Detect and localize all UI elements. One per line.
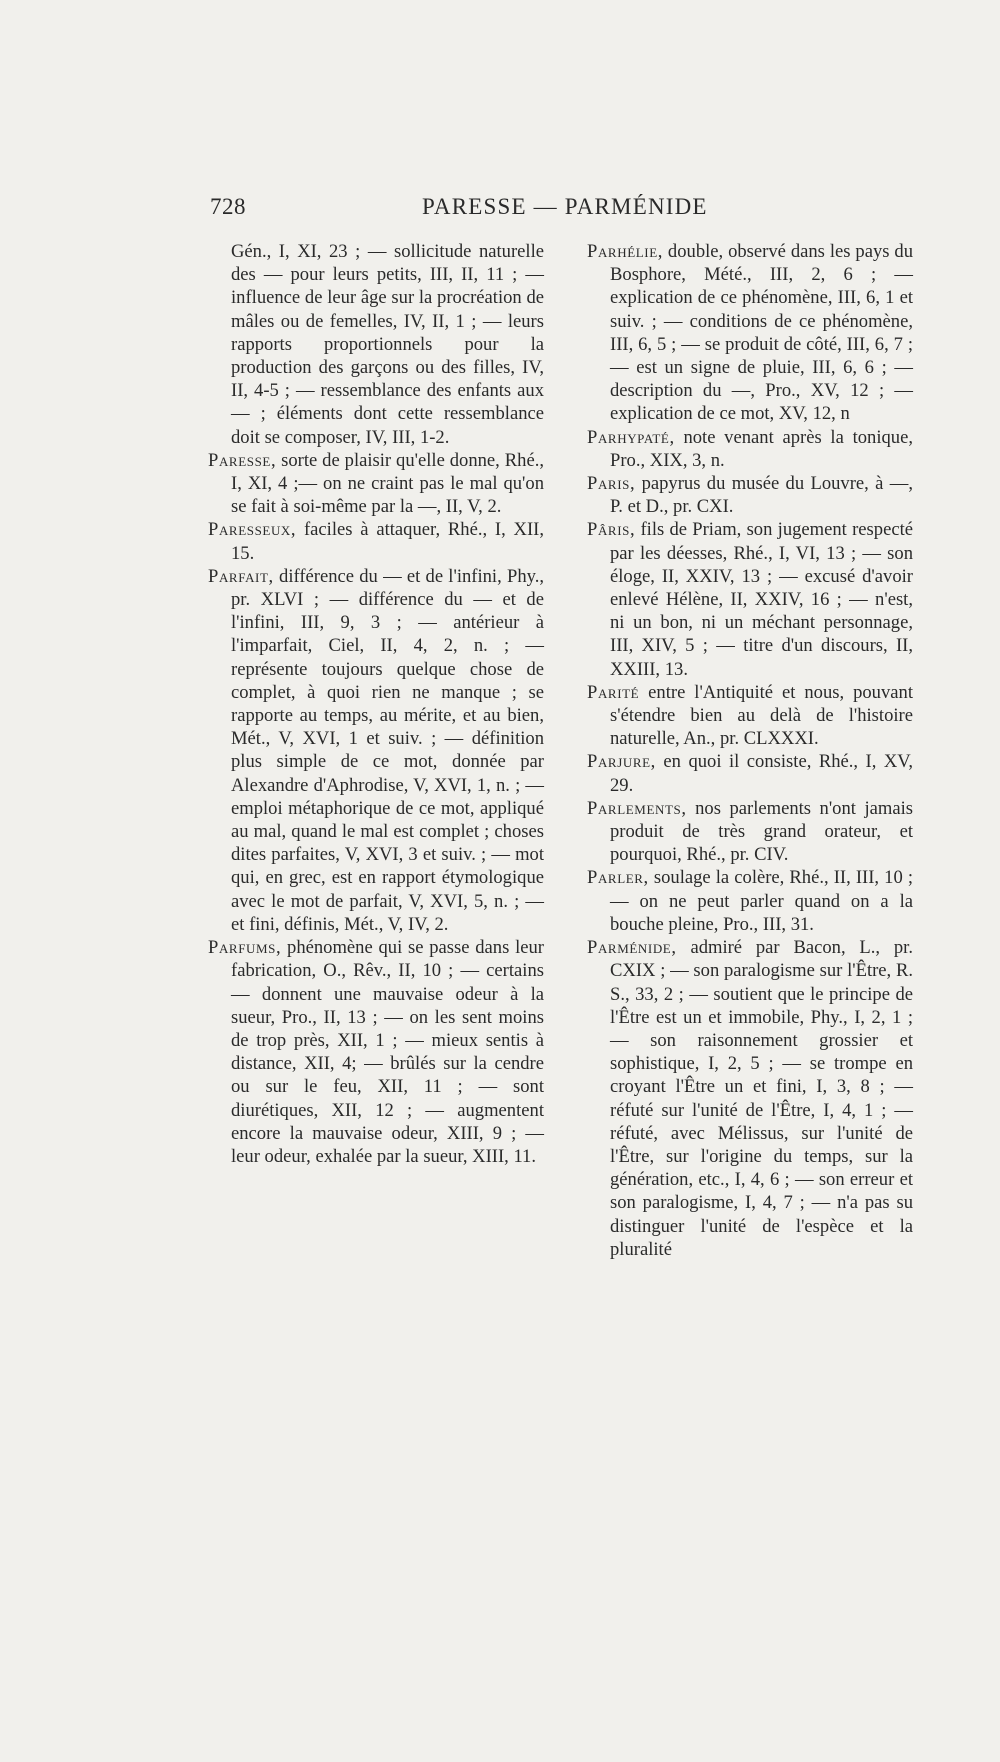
entry-headword: Paris, [587,473,636,495]
entry-text: note venant après la tonique, Pro., XIX, 3, n. [610,426,913,471]
entry-text: faciles à attaquer, Rhé., I, XII, 15. [231,519,545,564]
entry-headword: Parlements, [587,797,687,819]
index-entry-paris1 [587,472,913,518]
index-entry-cont [208,240,544,449]
index-entry-paresseux [208,518,544,564]
entry-headword: Pâris, [587,519,636,541]
entry-headword: Parhypaté, [587,426,675,448]
entry-text: nos parlements n'ont jamais produit de très grand orateur, et pourquoi, Rhé., pr. CIV. [610,797,913,866]
entry-text: double, observé dans les pays du Bosphore, Mété., III, 2, 6 ; — explication de ce phénomène, III, 6, 1 et suiv. ; — conditions de ce phénomène, III, 6, 5 ; — se produit de côté, III, 6, 7 ; — est un signe de pluie, III, 6, 6 ; — description du —, Pro., XV, 12 ; — explication de ce mot, XV, 12, n [610,241,913,425]
entry-headword: Parité [587,681,640,703]
entry-text: différence du — et de l'infini, Phy., pr. XLVI ; — différence du — et de l'infini, III, 9, 3 ; — antérieur à l'imparfait, Ciel, II, 4, 2, n. ; — représente toujours quelque chose de complet, à quoi rien ne manque ; se rapporte au temps, au mérite, et au bien, Mét., V, XVI, 1 et suiv. ; — définition plus simple de ce mot, donnée par Alexandre d'Aphrodise, V, XVI, 1, n. ; — emploi métaphorique de ce mot, appliqué au mal, quand le mal est complet ; choses dites parfaites, V, XVI, 3 et suiv. ; — mot qui, en grec, est en rapport étymologique avec le mot de parfait, V, XVI, 5, n. ; — et fini, définis, Mét., V, IV, 2. [231,565,544,935]
entry-text: soulage la colère, Rhé., II, III, 10 ; — on ne peut parler quand on a la bouche pleine, Pro., III, 31. [610,867,913,935]
running-head: PARESSE — PARMÉNIDE [422,194,708,219]
index-entry-parjure [587,750,913,796]
entry-headword: Parfait, [208,565,274,587]
entry-headword: Parménide, [587,937,677,959]
left-column [208,240,544,1168]
entry-headword: Parfums, [208,937,282,959]
entry-headword: Parjure, [587,751,656,773]
index-entry-parite [587,681,913,751]
entry-headword: Parler, [587,867,649,889]
index-entry-parfums [208,936,544,1168]
entry-headword: Paresseux, [208,519,297,541]
right-column [587,240,913,1261]
entry-headword: Parhélie, [587,241,663,262]
entry-text: fils de Priam, son jugement respecté par les déesses, Rhé., I, VI, 13 ; — son éloge, II, XXIV, 13 ; — excusé d'avoir enlevé Hélène, II, XXIV, 16 ; — n'est, ni un bon, ni un méchant personnage, III, XIV, 5 ; — titre d'un discours, II, XXIII, 13. [610,519,913,680]
page-number: 728 [210,194,246,219]
entry-text: Gén., I, XI, 23 ; — sollicitude naturelle des — pour leurs petits, III, II, 11 ; — influence de leur âge sur la procréation de mâles ou de femelles, IV, II, 1 ; — leurs rapports proportionnels pour la production des garçons ou des filles, IV, II, 4-5 ; — ressemblance des enfants aux — ; éléments dont cette ressemblance doit se composer, IV, III, 1-2. [231,241,544,448]
index-entry-parler [587,866,913,936]
entry-text: admiré par Bacon, L., pr. CXIX ; — son paralogisme sur l'Être, R. S., 33, 2 ; — soutient que le principe de l'Être est un et immobile, Phy., I, 2, 1 ; — son raisonnement grossier et sophistique, I, 2, 5 ; — se trompe en croyant l'Être un et fini, I, 3, 8 ; — réfuté sur l'unité de l'Être, I, 4, 1 ; — réfuté, avec Mélissus, sur l'unité de l'Être, sur l'origine du temps, sur la génération, etc., I, 4, 6 ; — son erreur et son paralogisme, I, 4, 7 ; — n'a pas su distinguer l'unité de l'espèce et la pluralité [610,937,913,1260]
index-entry-parhelie [587,240,913,426]
index-entry-parhypate [587,426,913,472]
index-entry-parfait [208,565,544,936]
entry-text: en quoi il consiste, Rhé., I, XV, 29. [610,751,913,796]
index-entry-paris2 [587,518,913,680]
index-entry-parmenide [587,936,913,1261]
index-entry-parlements [587,797,913,867]
entry-text: phénomène qui se passe dans leur fabrication, O., Rêv., II, 10 ; — certains — donnent une mauvaise odeur à la sueur, Pro., II, 13 ; — on les sent moins de trop près, XII, 1 ; — mieux sentis à distance, XII, 4; — brûlés sur la cendre ou sur le feu, XII, 11 ; — sont diurétiques, XII, 12 ; — augmentent encore la mauvaise odeur, XIII, 9 ; — leur odeur, exhalée par la sueur, XIII, 11. [231,937,544,1167]
entry-text: papyrus du musée du Louvre, à —, P. et D., pr. CXI. [610,473,913,518]
index-entry-paresse [208,449,544,519]
entry-headword: Paresse, [208,449,277,471]
entry-text: entre l'Antiquité et nous, pouvant s'étendre bien au delà de l'histoire naturelle, An., pr. CLXXXI. [610,681,913,750]
entry-text: sorte de plaisir qu'elle donne, Rhé., I, XI, 4 ;— on ne craint pas le mal qu'on se fait à soi-même par la —, II, V, 2. [231,449,544,518]
